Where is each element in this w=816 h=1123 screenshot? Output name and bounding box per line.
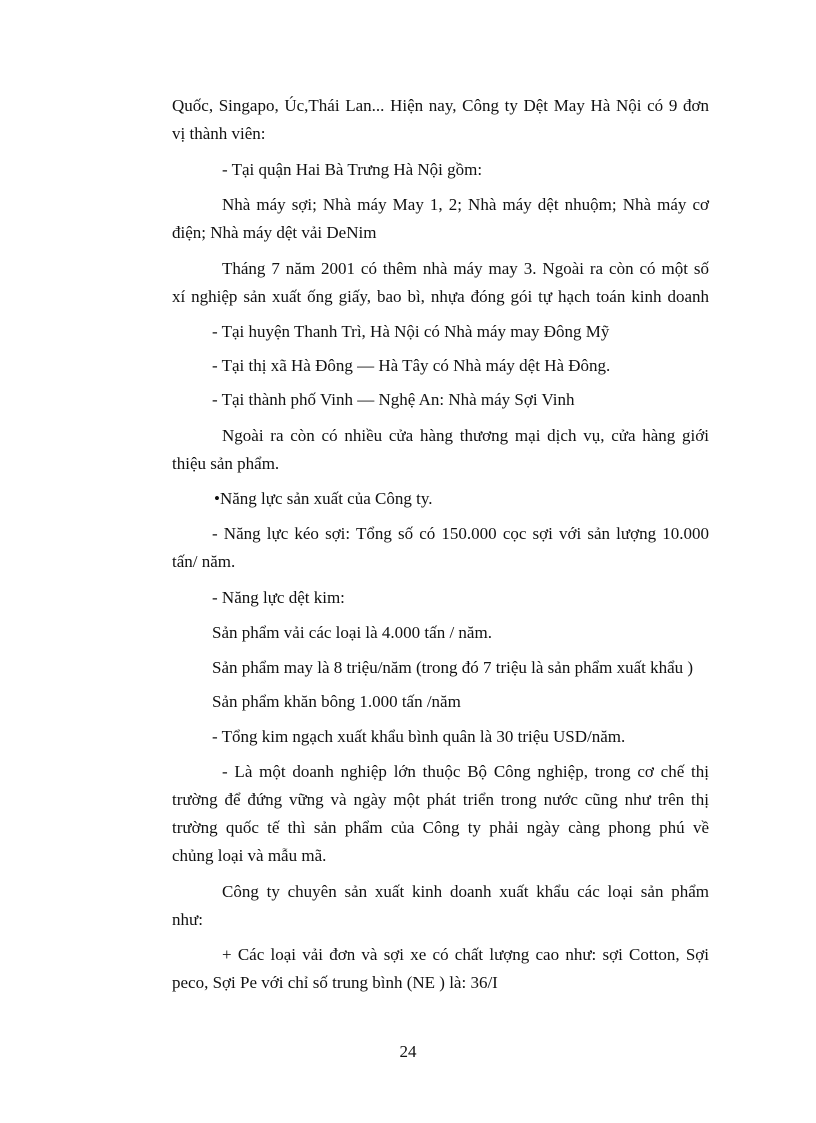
paragraph-line: chủng loại và mẫu mã. [172,846,327,865]
paragraph-line: •Năng lực sản xuất của Công ty. [214,489,433,508]
paragraph-line: tấn/ năm. [172,552,236,571]
paragraph-line: - Năng lực kéo sợi: Tổng số có 150.000 cọc sợi với sản lượng 10.000 [212,524,709,543]
paragraph-line: peco, Sợi Pe với chỉ số trung bình (NE ) là: 36/I [172,973,498,992]
page-number: 24 [399,1042,417,1061]
paragraph-line: + Các loại vải đơn và sợi xe có chất lượng cao như: sợi Cotton, Sợi [222,945,709,964]
paragraph-line: Quốc, Singapo, Úc,Thái Lan... Hiện nay, Công ty Dệt May Hà Nội có 9 đơn [172,96,709,115]
paragraph-line: thiệu sản phẩm. [172,454,280,473]
paragraph-line: Sản phẩm khăn bông 1.000 tấn /năm [212,692,461,711]
paragraph-line: - Tại thị xã Hà Đông — Hà Tây có Nhà máy dệt Hà Đông. [212,356,611,375]
paragraph-line: Sản phẩm vải các loại là 4.000 tấn / năm. [212,623,492,642]
paragraph-line: trường quốc tế thì sản phẩm của Công ty phải ngày càng phong phú về [172,818,709,837]
paragraph-line: xí nghiệp sản xuất ống giấy, bao bì, nhựa đóng gói tự hạch toán kinh doanh [172,287,709,306]
paragraph-line: - Năng lực dệt kim: [212,588,345,607]
paragraph-line: như: [172,910,203,929]
paragraph-line: vị thành viên: [172,124,266,143]
paragraph-line: Công ty chuyên sản xuất kinh doanh xuất khẩu các loại sản phẩm [222,882,709,901]
paragraph-line: - Tại thành phố Vinh — Nghệ An: Nhà máy Sợi Vinh [212,390,575,409]
paragraph-line: trường để đứng vững và ngày một phát triển trong nước cũng như trên thị [172,790,709,809]
paragraph-line: Ngoài ra còn có nhiều cửa hàng thương mại dịch vụ, cửa hàng giới [222,426,709,445]
paragraph-line: - Tại huyện Thanh Trì, Hà Nội có Nhà máy may Đông Mỹ [212,322,610,341]
paragraph-line: - Là một doanh nghiệp lớn thuộc Bộ Công nghiệp, trong cơ chế thị [222,762,709,781]
paragraph-line: điện; Nhà máy dệt vải DeNim [172,223,377,242]
paragraph-line: Nhà máy sợi; Nhà máy May 1, 2; Nhà máy dệt nhuộm; Nhà máy cơ [222,195,709,214]
paragraph-line: Sản phẩm may là 8 triệu/năm (trong đó 7 triệu là sản phẩm xuất khẩu ) [212,658,694,677]
paragraph-line: - Tổng kim ngạch xuất khẩu bình quân là 30 triệu USD/năm. [212,727,626,746]
paragraph-line: Tháng 7 năm 2001 có thêm nhà máy may 3. Ngoài ra còn có một số [222,259,709,278]
paragraph-line: - Tại quận Hai Bà Trưng Hà Nội gồm: [222,160,483,179]
